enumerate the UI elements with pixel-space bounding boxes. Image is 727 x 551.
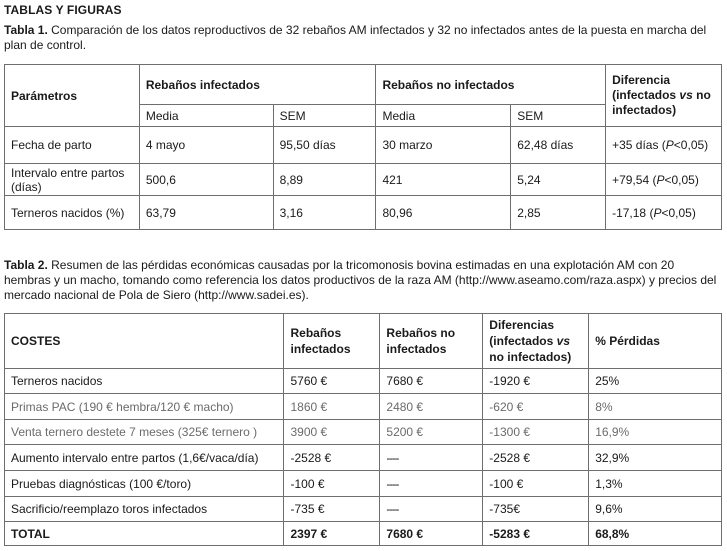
header-rebanos-no-infectados <box>380 314 483 369</box>
header-rebanos-no-infectados-a: Rebaños no <box>386 326 456 340</box>
inf-cell: -2528 € <box>284 445 380 471</box>
perdidas-cell: 32,9% <box>589 445 722 471</box>
inf-sem-cell: 95,50 días <box>273 127 376 164</box>
dif-cell: -620 € <box>483 394 589 420</box>
inf-cell: 3900 € <box>284 420 380 445</box>
p-value: <0,05) <box>664 172 699 187</box>
table-row <box>5 471 722 497</box>
inf-media-cell: 4 mayo <box>139 127 273 164</box>
param-cell: Intervalo entre partos (días) <box>5 164 140 196</box>
param-cell: Fecha de parto <box>5 127 140 164</box>
inf-cell: 5760 € <box>284 369 380 394</box>
p-symbol: P <box>653 205 662 220</box>
header-perdidas: % Pérdidas <box>589 314 722 369</box>
noinf-cell: ---- <box>380 445 483 471</box>
diferencia-value: -17,18 ( <box>612 205 654 220</box>
header-rebanos-infectados-a: Rebaños <box>290 326 342 340</box>
perdidas-cell: 8% <box>589 394 722 420</box>
inf-cell: 1860 € <box>284 394 380 420</box>
header-rebanos-no-infectados: Rebaños no infectados <box>376 65 606 105</box>
diferencia-cell <box>606 127 722 164</box>
subheader-sem-infectados: SEM <box>273 105 376 127</box>
table-row <box>5 394 722 420</box>
table-row <box>5 196 722 230</box>
perdidas-cell: 1,3% <box>589 471 722 497</box>
header-diferencia <box>606 65 722 127</box>
table2 <box>4 313 722 546</box>
table-row <box>5 127 722 164</box>
noinf-sem-cell: 2,85 <box>511 196 606 230</box>
diferencia-value: +79,54 ( <box>612 172 657 187</box>
dif-cell: -2528 € <box>483 445 589 471</box>
noinf-cell: ---- <box>380 471 483 497</box>
p-symbol: P <box>656 172 665 187</box>
noinf-media-cell: 421 <box>376 164 511 196</box>
header-rebanos-infectados: Rebaños infectados <box>139 65 376 105</box>
perdidas-cell: 25% <box>589 369 722 394</box>
coste-cell: Terneros nacidos <box>5 369 284 394</box>
total-label: TOTAL <box>5 522 284 546</box>
subheader-media-no-infectados: Media <box>376 105 511 127</box>
header-diferencias-b: (infectados <box>489 334 557 348</box>
dif-cell: -1300 € <box>483 420 589 445</box>
table-row <box>5 164 722 196</box>
header-parametros: Parámetros <box>5 65 140 127</box>
table-row <box>5 420 722 445</box>
subheader-media-infectados: Media <box>139 105 273 127</box>
table2-caption-text: Resumen de las pérdidas económicas causadas por la tricomonosis bovina estimadas en una explotación AM con 20 hembras y un macho, tomando como referencia los datos productivos de la raza AM (http://www.aseamo.com/raza.aspx) y precios del mercado nacional de Pola de Siero (http://www.sadei.es). <box>4 258 717 302</box>
header-diferencias-vs: vs <box>556 334 570 348</box>
p-value: <0,05) <box>673 138 709 152</box>
table1-caption-text: Comparación de los datos reproductivos de 32 rebaños AM infectados y 32 no infectados antes de la puesta en marcha del plan de control. <box>4 23 707 52</box>
p-value: <0,05) <box>661 205 696 220</box>
table-row <box>5 497 722 522</box>
perdidas-cell: 9,6% <box>589 497 722 522</box>
table-row <box>5 445 722 471</box>
total-dif: -5283 € <box>483 522 589 546</box>
inf-cell: -735 € <box>284 497 380 522</box>
header-diferencias <box>483 314 589 369</box>
table-row <box>5 369 722 394</box>
coste-cell: Venta ternero destete 7 meses (325€ ternero ) <box>5 420 284 445</box>
header-rebanos-infectados <box>284 314 380 369</box>
perdidas-cell: 16,9% <box>589 420 722 445</box>
table2-label: Tabla 2. <box>4 258 48 272</box>
table1-label: Tabla 1. <box>4 23 48 37</box>
total-noinf: 7680 € <box>380 522 483 546</box>
subheader-sem-no-infectados: SEM <box>511 105 606 127</box>
diferencia-value: +35 días ( <box>612 138 666 152</box>
total-perdidas: 68,8% <box>589 522 722 546</box>
p-symbol: P <box>665 138 674 152</box>
dif-cell: -1920 € <box>483 369 589 394</box>
noinf-sem-cell: 62,48 días <box>511 127 606 164</box>
noinf-cell: 2480 € <box>380 394 483 420</box>
noinf-cell: ---- <box>380 497 483 522</box>
header-diferencia-vs: vs <box>679 88 693 102</box>
table2-caption <box>4 258 724 303</box>
table1-caption <box>4 23 724 53</box>
inf-cell: -100 € <box>284 471 380 497</box>
noinf-media-cell: 80,96 <box>376 196 511 230</box>
coste-cell: Sacrificio/reemplazo toros infectados <box>5 497 284 522</box>
dif-cell: -735€ <box>483 497 589 522</box>
header-diferencia-no: no <box>692 88 711 102</box>
table1 <box>4 64 722 230</box>
inf-media-cell: 500,6 <box>139 164 273 196</box>
header-diferencia-infectados: infectados) <box>612 103 677 117</box>
header-diferencia-text: Diferencia <box>612 73 671 87</box>
noinf-cell: 5200 € <box>380 420 483 445</box>
total-inf: 2397 € <box>284 522 380 546</box>
coste-cell: Pruebas diagnósticas (100 €/toro) <box>5 471 284 497</box>
param-cell: Terneros nacidos (%) <box>5 196 140 230</box>
header-diferencias-a: Diferencias <box>489 318 554 332</box>
noinf-sem-cell: 5,24 <box>511 164 606 196</box>
dif-cell: -100 € <box>483 471 589 497</box>
header-rebanos-no-infectados-b: infectados <box>386 342 447 356</box>
total-row <box>5 522 722 546</box>
inf-media-cell: 63,79 <box>139 196 273 230</box>
noinf-media-cell: 30 marzo <box>376 127 511 164</box>
header-costes: COSTES <box>5 314 284 369</box>
header-diferencia-sub: (infectados <box>612 88 680 102</box>
diferencia-cell <box>606 164 722 196</box>
header-diferencias-c: no infectados) <box>489 350 572 364</box>
diferencia-cell <box>606 196 722 230</box>
inf-sem-cell: 8,89 <box>273 164 376 196</box>
header-rebanos-infectados-b: infectados <box>290 342 351 356</box>
noinf-cell: 7680 € <box>380 369 483 394</box>
section-title: TABLAS Y FIGURAS <box>4 3 122 17</box>
inf-sem-cell: 3,16 <box>273 196 376 230</box>
coste-cell: Primas PAC (190 € hembra/120 € macho) <box>5 394 284 420</box>
coste-cell: Aumento intervalo entre partos (1,6€/vaca/día) <box>5 445 284 471</box>
